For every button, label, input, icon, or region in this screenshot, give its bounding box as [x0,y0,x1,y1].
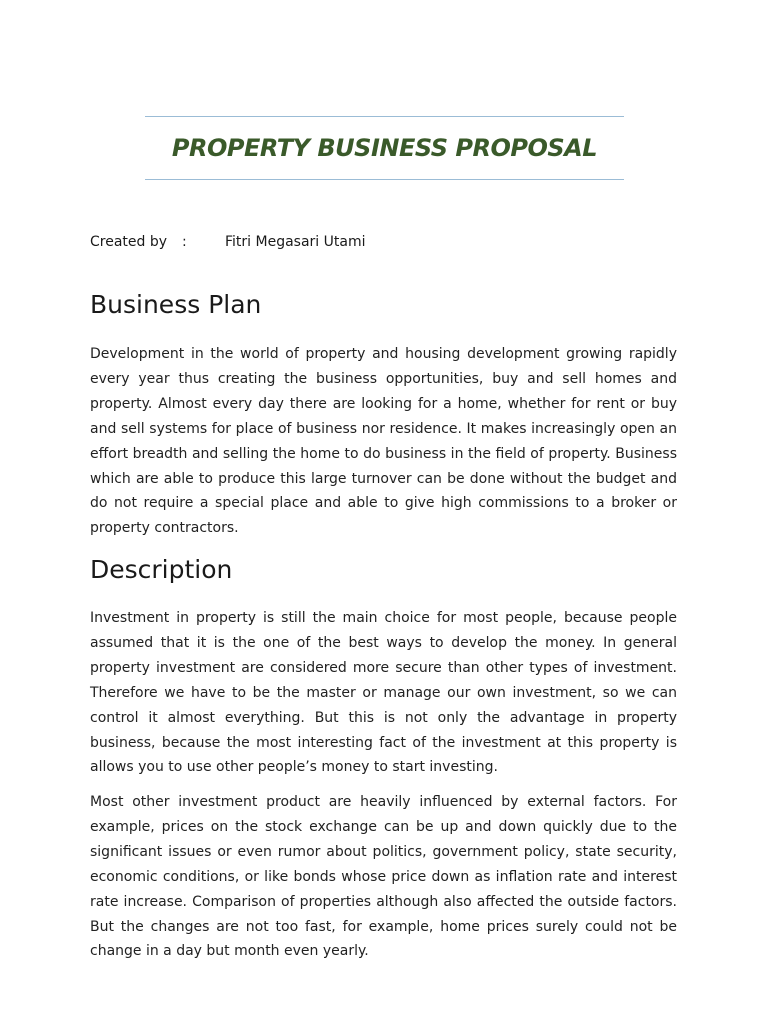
document-title: PROPERTY BUSINESS PROPOSAL [171,134,598,162]
author-row [90,234,365,250]
business-plan-paragraph: Development in the world of property and housing development growing rapidly every year thus creating the business opportunities, buy and sell homes and property. Almost every day there are looking for a home, whether for rent or buy and sell systems for place of business nor residence. It makes increasingly open an effort breadth and selling the home to do business in the field of property. Business which are able to produce this large turnover can be done without the budget and do not require a special place and able to give high commissions to a broker or property contractors. [90,346,677,537]
created-by-label: Created by [90,234,168,250]
author-name: Fitri Megasari Utami [225,234,366,250]
created-by-separator: : [182,234,187,250]
title-block [145,116,624,180]
section-heading-description: Description [90,555,233,584]
description-paragraph-2: Most other investment product are heavily influenced by external factors. For example, prices on the stock exchange can be up and down quickly due to the significant issues or even rumor about politics, government policy, state security, economic conditions, or like bonds whose price down as inflation rate and interest rate increase. Comparison of properties although also affected the outside factors. But the changes are not too fast, for example, home prices surely could not be change in a day but month even yearly. [90,794,677,960]
section-heading-business-plan: Business Plan [90,290,262,319]
description-paragraph-1: Investment in property is still the main choice for most people, because people assumed that it is the one of the best ways to develop the money. In general property investment are considered more secure than other types of investment. Therefore we have to be the master or manage our own investment, so we can control it almost everything. But this is not only the advantage in property business, because the most interesting fact of the investment at this property is allows you to use other people’s money to start investing. [90,610,677,776]
